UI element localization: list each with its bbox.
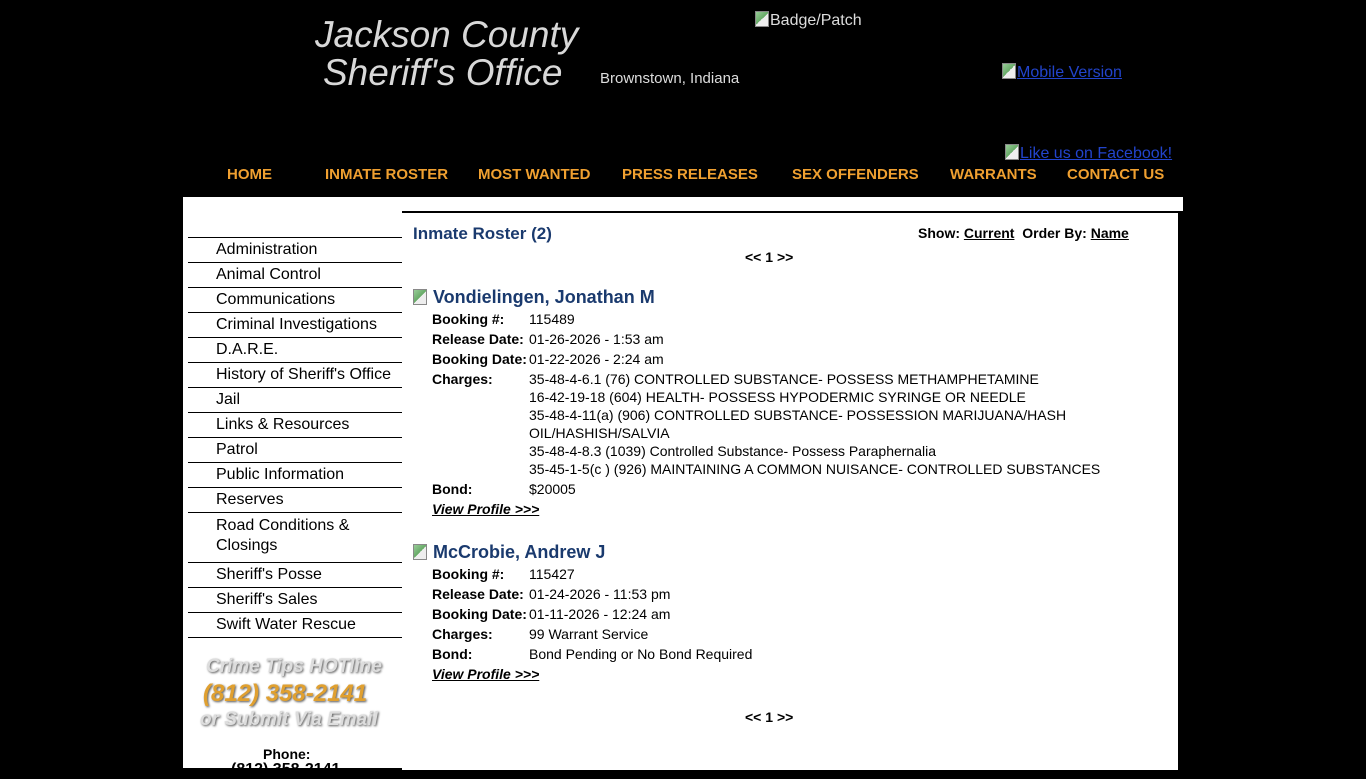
broken-image-icon xyxy=(1002,63,1016,79)
release-value: 01-24-2026 - 11:53 pm xyxy=(529,586,671,602)
sidebar-item-patrol[interactable] xyxy=(188,437,402,462)
broken-image-icon xyxy=(755,11,769,27)
badge-alt: Badge/Patch xyxy=(770,12,862,29)
sidebar-item-communications[interactable] xyxy=(188,287,402,312)
nav-warrants[interactable]: WARRANTS xyxy=(950,166,1037,183)
sidebar-item-history[interactable] xyxy=(188,362,402,387)
mobile-alt: Mobile Version xyxy=(1017,64,1122,81)
site-title-line2: Sheriff's Office xyxy=(323,52,563,93)
phone-value: (812) 358-2141 xyxy=(231,761,341,778)
charge: 35-45-1-5(c ) (926) MAINTAINING A COMMON NUISANCE- CONTROLLED SUBSTANCES xyxy=(529,461,1101,477)
sidebar-item-links-resources[interactable] xyxy=(188,412,402,437)
charges-list xyxy=(529,370,1100,478)
sidebar-label: Patrol xyxy=(216,441,258,458)
sidebar-item-public-information[interactable] xyxy=(188,462,402,487)
order-label: Order By: xyxy=(1022,225,1087,241)
inmate-name-text: McCrobie, Andrew J xyxy=(433,542,606,562)
release-label: Release Date: xyxy=(432,586,524,602)
bond-label: Bond: xyxy=(432,646,473,662)
sidebar-label: Reserves xyxy=(216,491,284,508)
sidebar-item-jail[interactable] xyxy=(188,387,402,412)
booking-label: Booking #: xyxy=(432,311,505,327)
sidebar-label: History of Sheriff's Office xyxy=(216,366,391,383)
show-label: Show: xyxy=(918,225,960,241)
hotline-title: Crime Tips HOTline xyxy=(206,656,382,677)
order-name-link[interactable]: Name xyxy=(1090,225,1129,241)
sidebar-label: Communications xyxy=(216,291,336,308)
booking-label: Booking #: xyxy=(432,566,505,582)
sidebar-item-swift-water-rescue[interactable] xyxy=(188,612,402,637)
roster-title: Inmate Roster (2) xyxy=(413,224,552,243)
charges-label: Charges: xyxy=(432,371,493,387)
booking-date-value: 01-11-2026 - 12:24 am xyxy=(529,606,671,622)
sidebar-label: Criminal Investigations xyxy=(216,316,377,333)
inmate-name[interactable] xyxy=(413,287,655,308)
nav-most-wanted[interactable]: MOST WANTED xyxy=(478,166,591,183)
sidebar-item-sheriffs-sales[interactable] xyxy=(188,587,402,612)
charge: 35-48-4-11(a) (906) CONTROLLED SUBSTANCE- POSSESSION MARIJUANA/HASH xyxy=(529,407,1067,423)
booking-date-label: Booking Date: xyxy=(432,351,527,367)
badge-image xyxy=(755,11,862,30)
nav-contact-us[interactable]: CONTACT US xyxy=(1067,166,1165,183)
charge: 35-48-4-8.3 (1039) Controlled Substance- Possess Paraphernalia xyxy=(529,443,937,459)
pager-bottom xyxy=(745,709,793,725)
facebook-alt: Like us on Facebook! xyxy=(1020,145,1173,162)
sidebar-label: Public Information xyxy=(216,466,345,483)
bond-label: Bond: xyxy=(432,481,473,497)
broken-image-icon xyxy=(1005,144,1019,160)
booking-value: 115427 xyxy=(529,566,575,582)
phone-label: Phone: xyxy=(263,746,311,762)
charges-label: Charges: xyxy=(432,626,493,642)
sidebar-label: Links & Resources xyxy=(216,416,350,433)
pager-next[interactable]: >> xyxy=(776,249,794,265)
pager-top xyxy=(745,249,793,265)
location-text: Brownstown, Indiana xyxy=(600,70,740,87)
pager-prev[interactable]: << xyxy=(745,709,762,725)
sidebar-item-road-conditions[interactable] xyxy=(188,512,402,562)
pager-page[interactable]: 1 xyxy=(765,709,774,725)
show-current-link[interactable]: Current xyxy=(963,225,1015,241)
release-label: Release Date: xyxy=(432,331,524,347)
sidebar-label: Swift Water Rescue xyxy=(216,616,356,633)
inmate-photo-icon xyxy=(413,289,427,305)
site-title-line1: Jackson County xyxy=(315,14,579,55)
sidebar-item-criminal-investigations[interactable] xyxy=(188,312,402,337)
nav-inmate-roster[interactable]: INMATE ROSTER xyxy=(325,166,449,183)
release-value: 01-26-2026 - 1:53 am xyxy=(529,331,664,347)
sidebar-divider xyxy=(188,637,402,638)
bond-value: Bond Pending or No Bond Required xyxy=(529,646,753,662)
sidebar-label: Sheriff's Posse xyxy=(216,566,322,583)
charge: 16-42-19-18 (604) HEALTH- POSSESS HYPODERMIC SYRINGE OR NEEDLE xyxy=(529,389,1026,405)
inmate-name[interactable] xyxy=(413,542,605,563)
pager-prev[interactable]: << xyxy=(745,249,762,265)
mobile-version-link[interactable] xyxy=(1002,63,1122,82)
hotline-phone[interactable]: (812) 358-2141 xyxy=(203,680,368,707)
charge: 35-48-4-6.1 (76) CONTROLLED SUBSTANCE- POSSESS METHAMPHETAMINE xyxy=(529,371,1039,387)
sidebar-label: Animal Control xyxy=(216,266,321,283)
right-border xyxy=(1178,211,1183,768)
sidebar-label: Sheriff's Sales xyxy=(216,591,318,608)
sidebar-item-administration[interactable] xyxy=(188,237,402,262)
roster-filters xyxy=(918,225,1129,241)
bond-value: $20005 xyxy=(529,481,576,497)
nav-sex-offenders[interactable]: SEX OFFENDERS xyxy=(792,166,919,183)
sidebar-label: Administration xyxy=(216,241,318,258)
sidebar-item-reserves[interactable] xyxy=(188,487,402,512)
inmate-photo-icon xyxy=(413,544,427,560)
pager-page[interactable]: 1 xyxy=(765,249,774,265)
booking-date-label: Booking Date: xyxy=(432,606,527,622)
charge: 99 Warrant Service xyxy=(529,626,649,642)
nav-press-releases[interactable]: PRESS RELEASES xyxy=(622,166,758,183)
sidebar-item-animal-control[interactable] xyxy=(188,262,402,287)
inmate-name-text: Vondielingen, Jonathan M xyxy=(433,287,655,307)
sidebar-item-sheriffs-posse[interactable] xyxy=(188,562,402,587)
booking-date-value: 01-22-2026 - 2:24 am xyxy=(529,351,664,367)
facebook-link[interactable] xyxy=(1005,144,1172,163)
view-profile-link[interactable]: View Profile >>> xyxy=(432,501,540,517)
sidebar-item-dare[interactable] xyxy=(188,337,402,362)
sidebar-label: Jail xyxy=(216,391,241,408)
sidebar-label: D.A.R.E. xyxy=(216,341,279,358)
nav-home[interactable]: HOME xyxy=(227,166,272,183)
sidebar-label: Road Conditions & Closings xyxy=(216,517,350,554)
submit-email-link[interactable]: or Submit Via Email xyxy=(200,709,378,730)
charge: OIL/HASHISH/SALVIA xyxy=(529,425,670,441)
pager-next[interactable]: >> xyxy=(776,709,794,725)
view-profile-link[interactable]: View Profile >>> xyxy=(432,666,540,682)
booking-value: 115489 xyxy=(529,311,575,327)
